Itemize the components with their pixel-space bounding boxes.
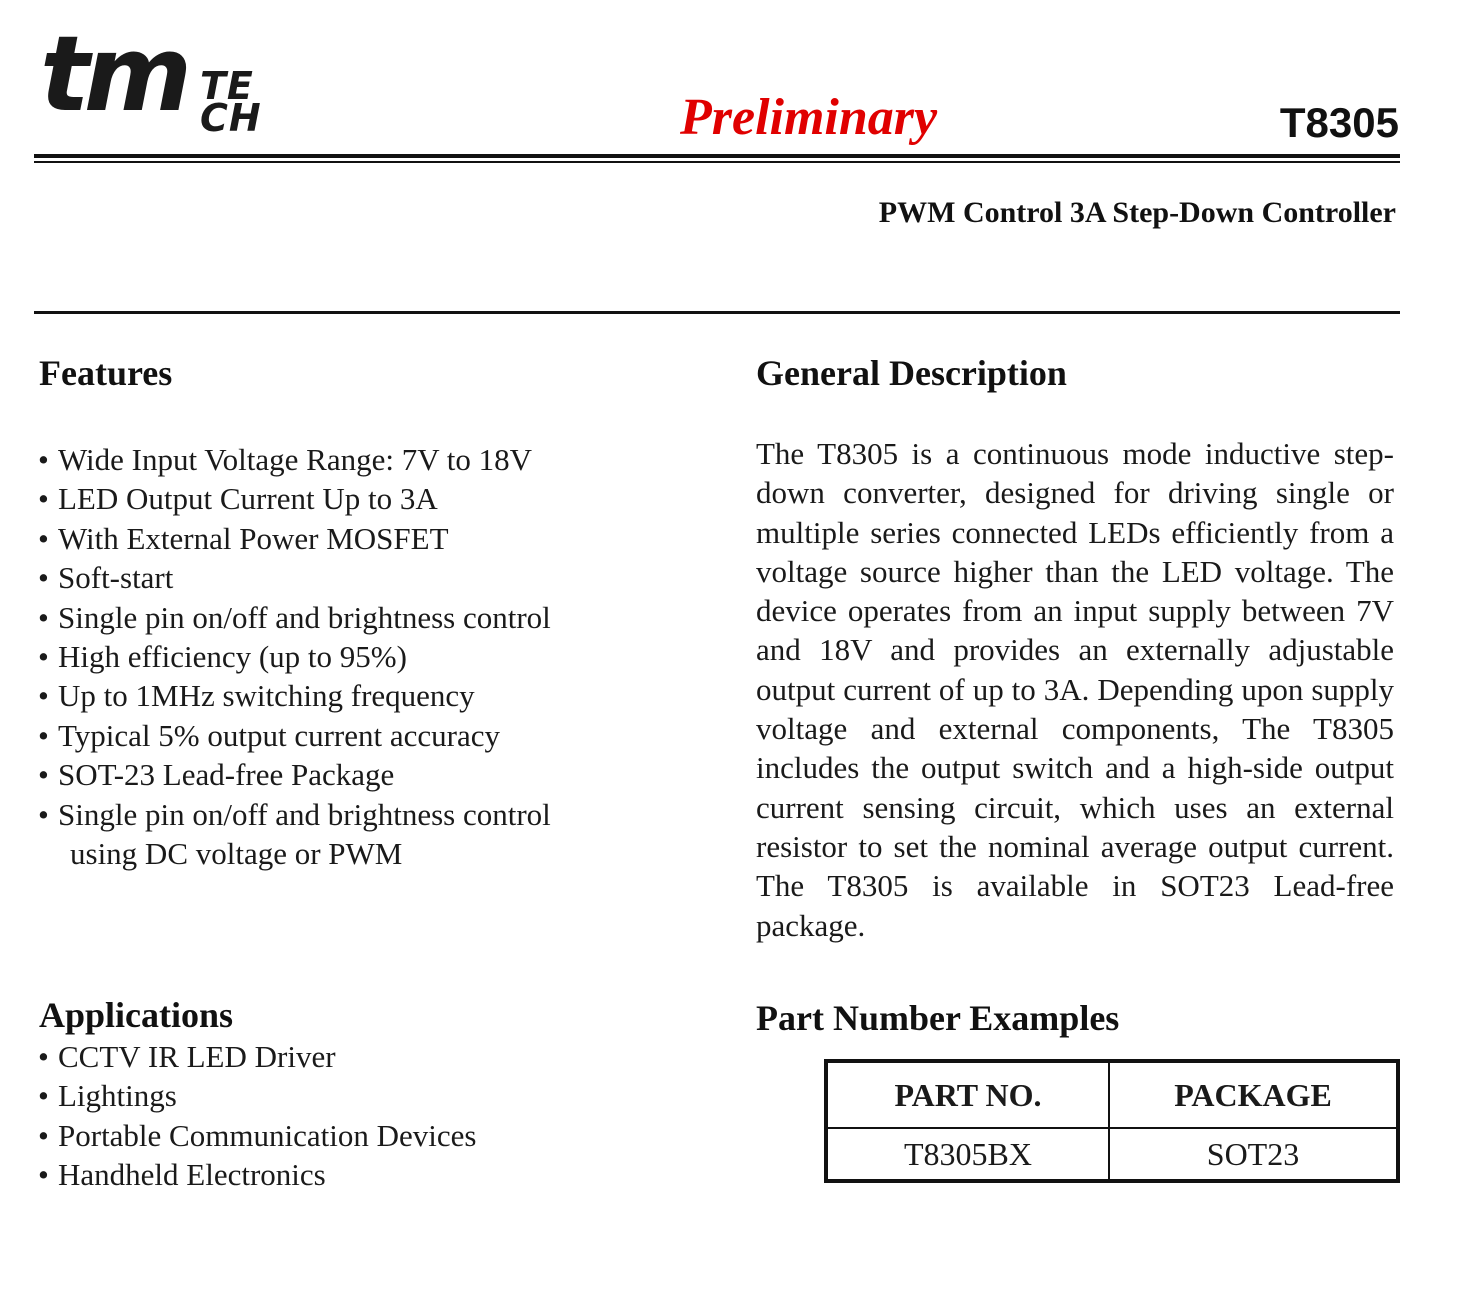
feature-item: • Typical 5% output current accuracy <box>38 717 500 753</box>
feature-item: • Up to 1MHz switching frequency <box>38 678 475 714</box>
header-part-number: T8305 <box>1279 99 1399 146</box>
feature-item: • LED Output Current Up to 3A <box>38 481 438 517</box>
feature-item: • With External Power MOSFET <box>38 520 449 556</box>
table-row <box>826 1128 1398 1181</box>
feature-item: • Wide Input Voltage Range: 7V to 18V <box>38 442 533 477</box>
column-header-part-no: PART NO. <box>826 1061 1109 1128</box>
features-heading: Features <box>39 353 173 393</box>
feature-item: • Single pin on/off and brightness control using DC voltage or PWM <box>38 795 551 874</box>
application-item: • Portable Communication Devices <box>38 1117 477 1153</box>
part-number-examples-heading: Part Number Examples <box>756 998 1120 1038</box>
feature-item-continuation: using DC voltage or PWM <box>70 836 403 872</box>
cell-part-no: T8305BX <box>826 1128 1109 1181</box>
logo-tech-top: TE <box>200 64 254 108</box>
feature-item: • High efficiency (up to 95%) <box>38 639 407 675</box>
features-list <box>38 440 551 873</box>
feature-item: • SOT-23 Lead-free Package <box>38 757 395 793</box>
feature-item: • Single pin on/off and brightness control <box>38 599 551 635</box>
document-status: Preliminary <box>680 89 938 146</box>
application-item: • CCTV IR LED Driver <box>38 1039 336 1074</box>
section-divider <box>34 311 1400 314</box>
general-description-text: The T8305 is a continuous mode inductive step-down converter, designed for driving single or multiple series connected LEDs efficiently from a voltage source higher than the LED voltage. The device operates from an input supply between 7V and 18V and provides an externally adjustable output current of up to 3A. Depending upon supply voltage and external components, The T8305 includes the output switch and a high-side output current sensing circuit, which uses an external resistor to set the nominal average output current. The T8305 is available in SOT23 Lead-free package. <box>756 436 1394 943</box>
company-logo-tech <box>200 64 262 140</box>
feature-item: • Soft-start <box>38 560 174 596</box>
logo-tech-bottom: CH <box>200 96 262 140</box>
application-item: • Lightings <box>38 1078 177 1114</box>
document-subtitle: PWM Control 3A Step-Down Controller <box>878 196 1396 229</box>
part-number-table <box>824 1059 1400 1183</box>
applications-heading: Applications <box>39 995 234 1035</box>
applications-list <box>38 1037 476 1195</box>
general-description-heading: General Description <box>756 353 1067 393</box>
header-rule-thin <box>34 161 1400 163</box>
column-header-package: PACKAGE <box>1109 1061 1398 1128</box>
cell-package: SOT23 <box>1109 1128 1398 1181</box>
application-item: • Handheld Electronics <box>38 1157 326 1193</box>
header-rule-thick <box>34 154 1400 158</box>
table-header-row <box>826 1061 1398 1128</box>
company-logo-tm: tm <box>40 13 187 135</box>
